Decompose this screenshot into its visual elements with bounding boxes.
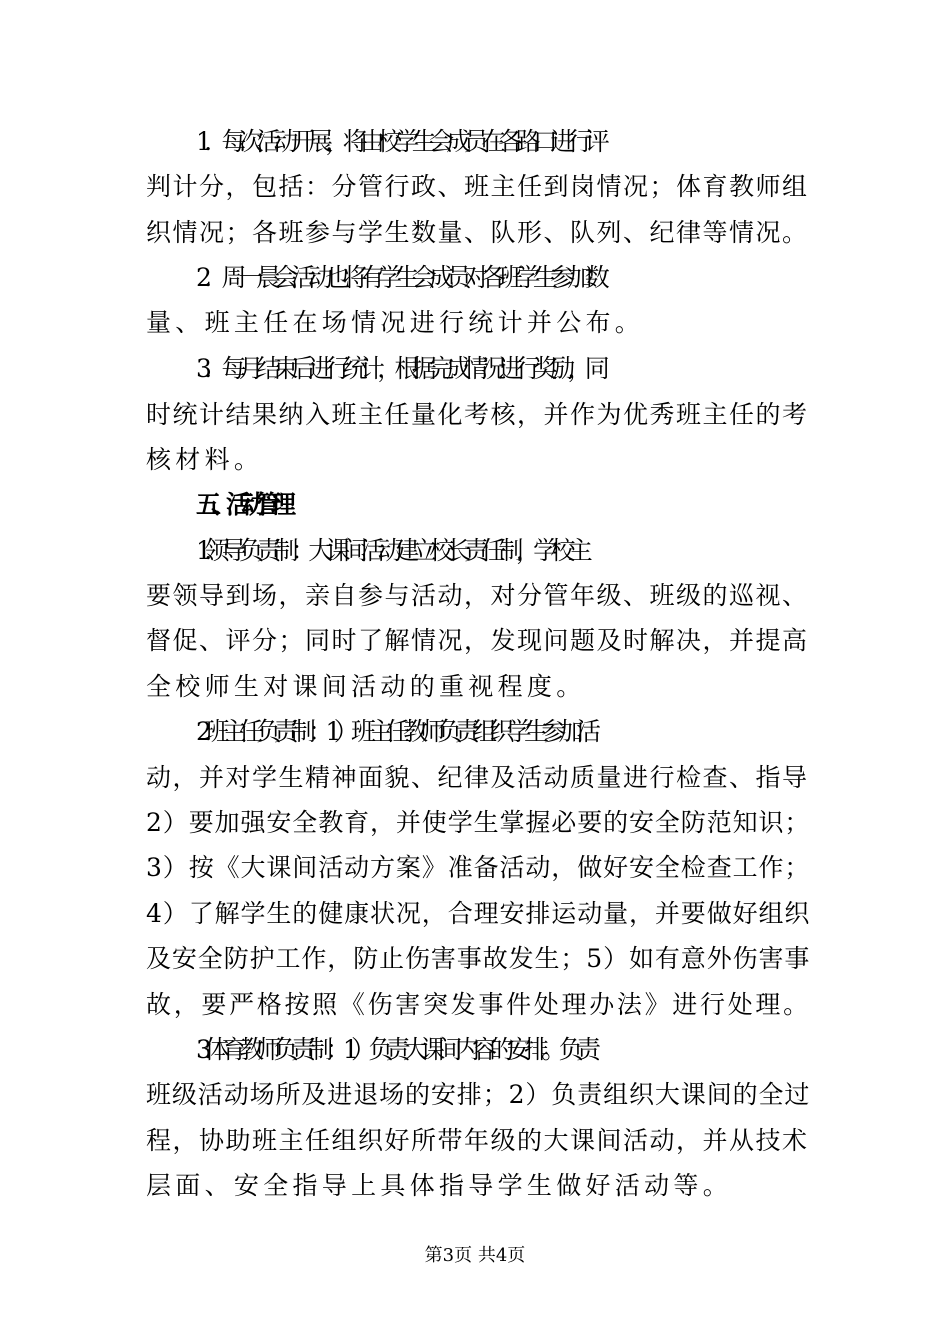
body-text-line: 3．每月结束后进行统计，根据完成情况进行奖励，同: [196, 354, 603, 383]
body-text-line: 3）按《大课间活动方案》准备活动，做好安全检查工作；: [146, 853, 811, 882]
body-text-line: 1．每次活动开展，将由校学生会成员在各路口进行评: [196, 127, 603, 156]
body-text-line: 督促、评分；同时了解情况，发现问题及时解决，并提高: [146, 626, 809, 655]
body-text-line: 程，协助班主任组织好所带年级的大课间活动，并从技术: [146, 1126, 809, 1155]
body-text-line: 织情况；各班参与学生数量、队形、队列、纪律等情况。: [146, 218, 809, 247]
body-text-line: 故，要严格按照《伤害突发事件处理办法》进行处理。: [146, 990, 811, 1019]
body-text-line: 1.领导负责制：大课间活动建立校长责任制，学校主: [196, 536, 586, 565]
body-text-line: 要领导到场，亲自参与活动，对分管年级、班级的巡视、: [146, 581, 809, 610]
body-text-line: 层面、安全指导上具体指导学生做好活动等。: [146, 1171, 733, 1200]
section-heading: 五、活动管理: [196, 490, 287, 519]
body-text-line: 2.班主任负责制：1）班主任教师负责组织学生参加活: [196, 717, 594, 746]
body-text-line: 3.体育教师负责制：1）负责大课间内容的安排。负责: [196, 1035, 594, 1064]
body-text-line: 4）了解学生的健康状况，合理安排运动量，并要做好组织: [146, 899, 811, 928]
body-text-line: 全校师生对课间活动的重视程度。: [146, 672, 586, 701]
body-text-line: 2）要加强安全教育，并使学生掌握必要的安全防范知识；: [146, 808, 811, 837]
page-number-footer: 第3页 共4页: [424, 1245, 526, 1266]
body-text-line: 动，并对学生精神面貌、纪律及活动质量进行检查、指导: [146, 763, 809, 792]
body-text-line: 2．周一晨会活动也将有学生会成员对各班学生参加数: [196, 263, 603, 292]
body-text-line: 及安全防护工作，防止伤害事故发生；5）如有意外伤害事: [146, 944, 811, 973]
body-text-line: 量、班主任在场情况进行统计并公布。: [146, 308, 645, 337]
body-text-line: 判计分，包括：分管行政、班主任到岗情况；体育教师组: [146, 172, 809, 201]
body-text-line: 班级活动场所及进退场的安排；2）负责组织大课间的全过: [146, 1080, 811, 1109]
body-text-line: 核材料。: [146, 445, 264, 474]
body-text-line: 时统计结果纳入班主任量化考核，并作为优秀班主任的考: [146, 400, 809, 429]
